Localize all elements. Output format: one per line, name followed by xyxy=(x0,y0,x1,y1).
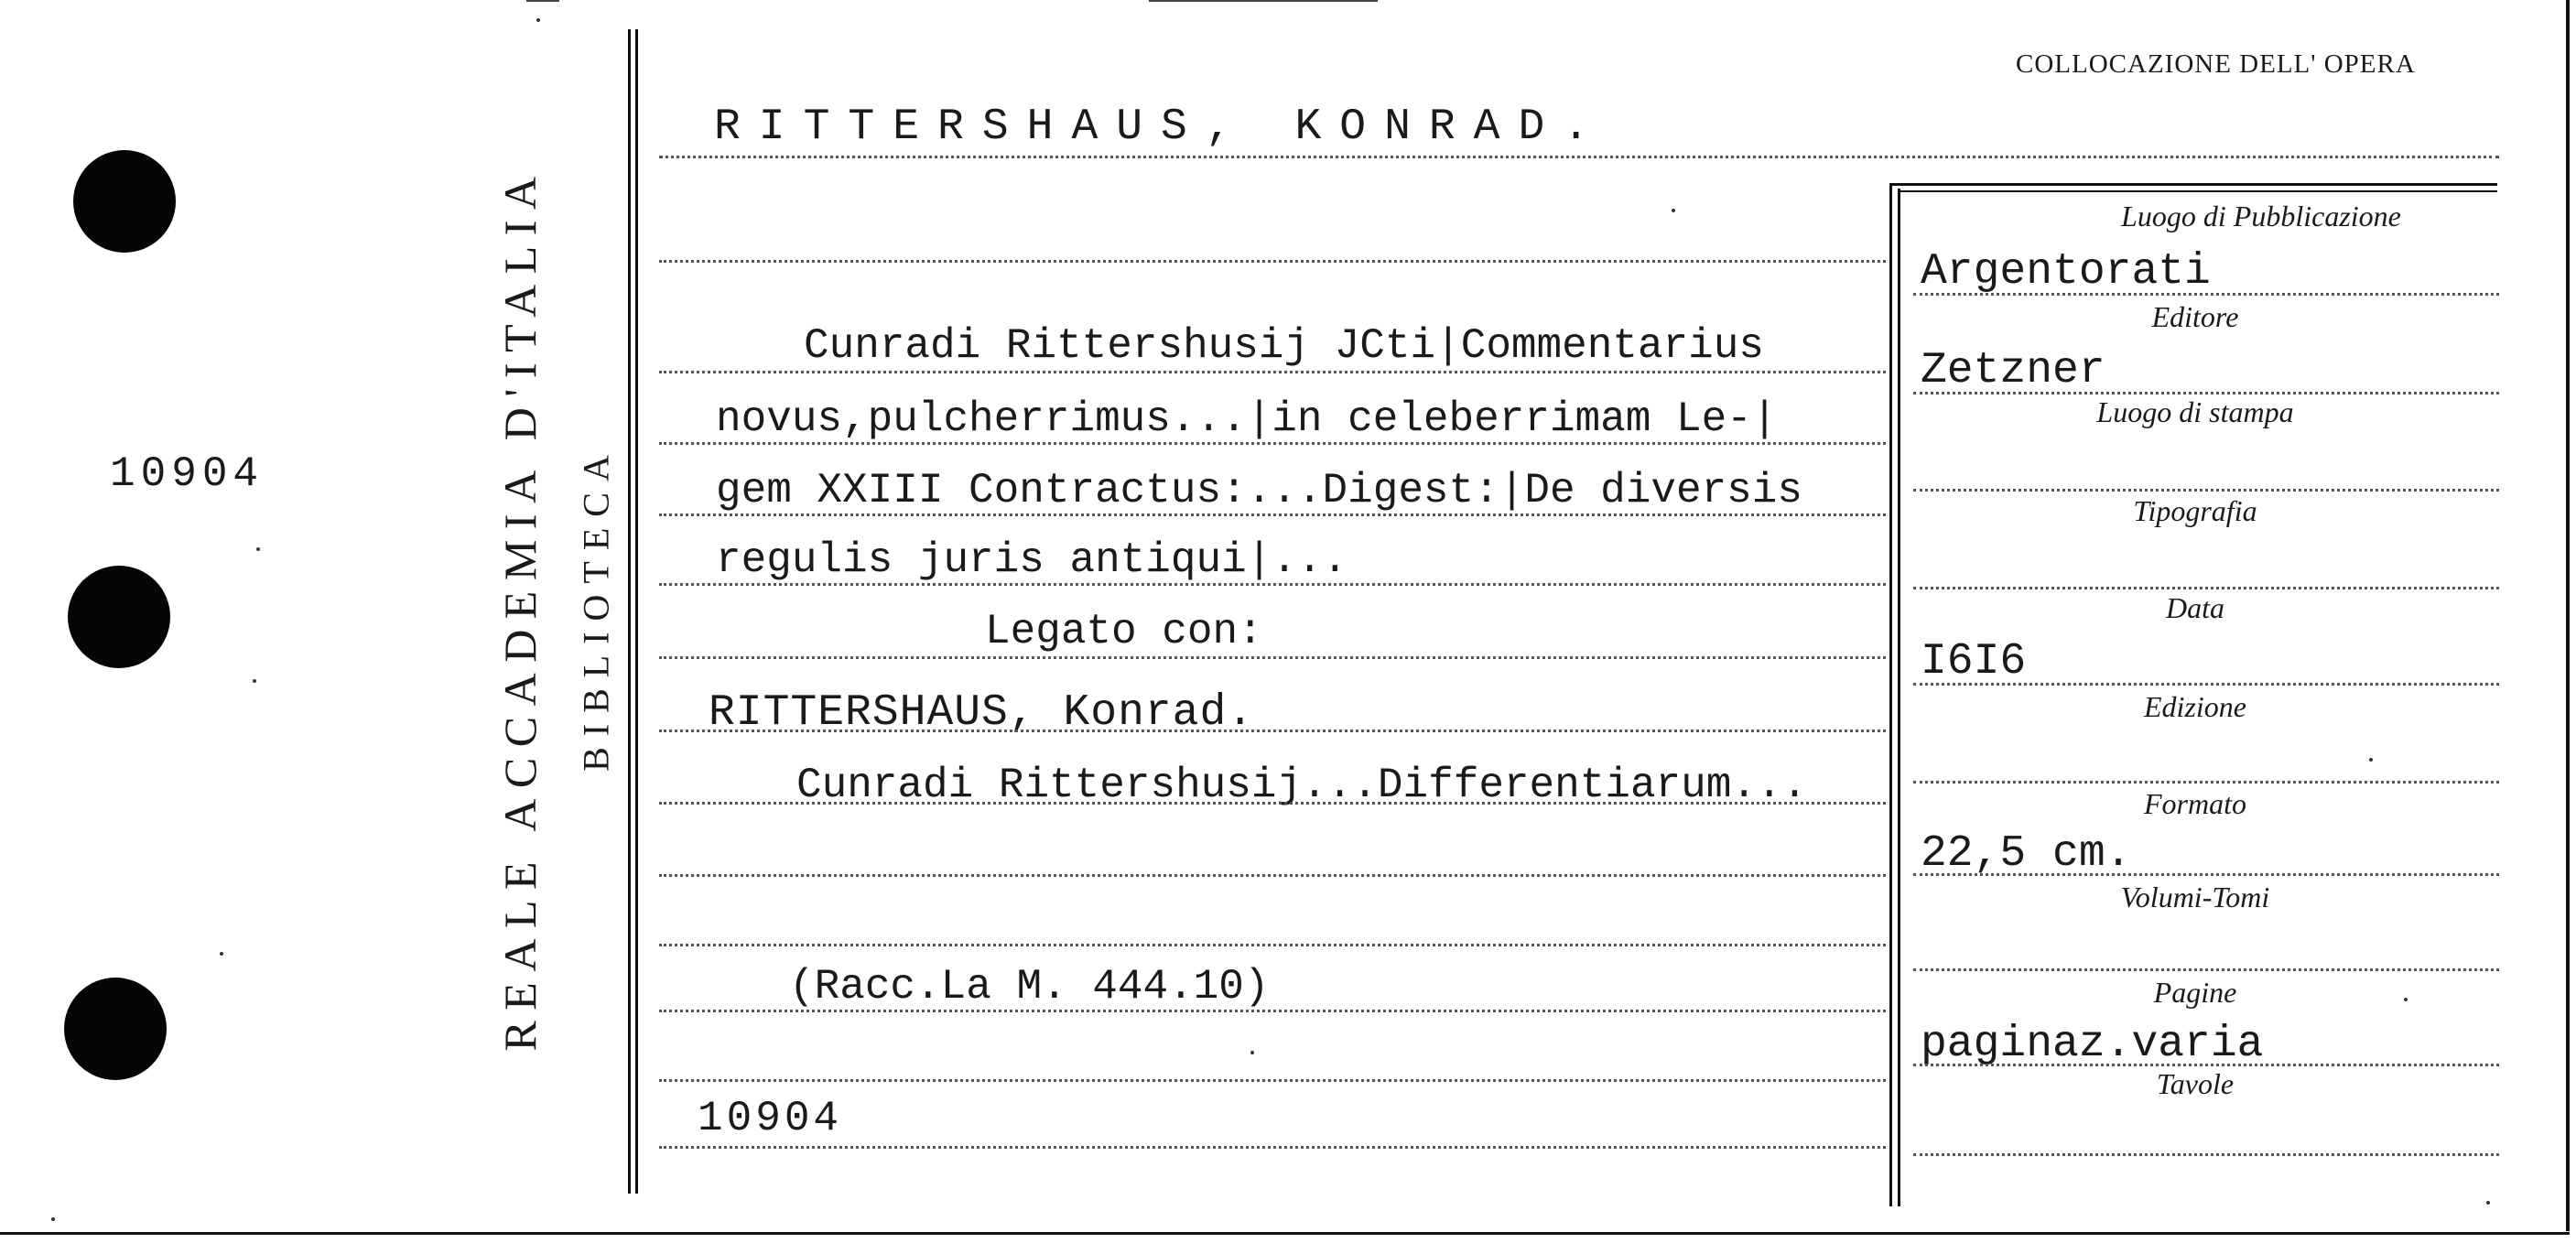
paper-speck xyxy=(2404,998,2408,1001)
paper-speck xyxy=(253,679,256,683)
title-line-2: novus,pulcherrimus...|in celeberrimam Le-| xyxy=(716,395,1778,443)
field-label-pagine: Pagine xyxy=(2153,976,2237,1009)
ruled-line xyxy=(659,442,1886,445)
ruled-line xyxy=(659,802,1886,805)
punch-hole-middle xyxy=(68,566,170,668)
field-label-data: Data xyxy=(2166,591,2224,624)
field-label-editore: Editore xyxy=(2151,300,2239,333)
field-value-formato: 22,5 cm. xyxy=(1921,829,2132,879)
punch-hole-bottom xyxy=(64,978,167,1080)
second-title: Cunradi Rittershusij...Differentiarum... xyxy=(796,762,1808,809)
paper-speck xyxy=(2486,1201,2490,1205)
card-edge-right xyxy=(2566,0,2570,1231)
field-line xyxy=(1913,1153,2499,1156)
field-column-rule-inner xyxy=(1898,189,1900,1206)
left-rule-outer xyxy=(628,29,631,1194)
field-line xyxy=(1913,489,2499,492)
ruled-line xyxy=(659,1079,1886,1082)
field-label-volumi-tomi: Volumi-Tomi xyxy=(2120,881,2270,913)
ruled-line xyxy=(659,260,1886,263)
left-rule-inner xyxy=(635,29,638,1194)
library-name: BIBLIOTECA xyxy=(575,444,617,772)
ruled-line xyxy=(659,656,1886,659)
paper-speck xyxy=(51,1217,55,1221)
ruled-line xyxy=(659,371,1886,373)
field-value-editore: Zetzner xyxy=(1921,346,2105,395)
collocazione-label: COLLOCAZIONE DELL' OPERA xyxy=(2016,49,2416,79)
field-line xyxy=(1913,1064,2499,1066)
top-edge-mark xyxy=(526,0,559,2)
field-line xyxy=(1913,392,2499,395)
paper-speck xyxy=(220,952,223,956)
ruled-line xyxy=(659,944,1886,946)
ruled-line xyxy=(659,874,1886,877)
paper-speck xyxy=(256,547,260,551)
collection-reference: (Racc.La M. 444.10) xyxy=(789,963,1270,1011)
field-line xyxy=(1913,293,2499,296)
author-heading: RITTERSHAUS, KONRAD. xyxy=(714,103,1608,152)
paper-speck xyxy=(1250,1051,1254,1054)
ruled-line xyxy=(659,1010,1886,1012)
field-column-top-rule xyxy=(1889,183,2497,186)
field-value-luogo-pubblicazione: Argentorati xyxy=(1921,247,2211,297)
field-label-luogo-pubblicazione: Luogo di Pubblicazione xyxy=(2121,200,2401,232)
ruled-line xyxy=(659,156,2499,158)
field-column-top-rule-inner xyxy=(1898,190,2497,192)
field-label-tipografia: Tipografia xyxy=(2133,494,2257,527)
ruled-line xyxy=(659,513,1886,516)
ruled-line xyxy=(659,730,1886,732)
field-line xyxy=(1913,873,2499,876)
field-line xyxy=(1913,587,2499,589)
institution-name: REALE ACCADEMIA D'ITALIA xyxy=(494,166,546,1052)
side-call-number: 10904 xyxy=(110,450,265,498)
field-value-pagine: paginaz.varia xyxy=(1921,1020,2264,1069)
field-label-edizione: Edizione xyxy=(2144,690,2246,723)
ruled-line xyxy=(659,1146,1886,1149)
field-value-data: I6I6 xyxy=(1921,637,2027,686)
field-label-tavole: Tavole xyxy=(2156,1067,2235,1100)
field-column-rule-outer xyxy=(1889,183,1892,1206)
field-line xyxy=(1913,683,2499,686)
paper-speck xyxy=(536,18,540,22)
punch-hole-top xyxy=(73,150,176,253)
paper-speck xyxy=(2369,758,2373,762)
title-line-3: gem XXIII Contractus:...Digest:|De diversis xyxy=(716,467,1802,514)
field-label-formato: Formato xyxy=(2144,787,2246,820)
field-line xyxy=(1913,781,2499,784)
title-line-1: Cunradi Rittershusij JCti|Commentarius xyxy=(804,322,1764,370)
field-line xyxy=(1913,968,2499,971)
title-line-4: regulis juris antiqui|... xyxy=(716,536,1348,584)
second-author: RITTERSHAUS, Konrad. xyxy=(709,688,1255,738)
ruled-line xyxy=(659,583,1886,586)
inventory-number: 10904 xyxy=(698,1095,843,1142)
paper-speck xyxy=(1672,209,1675,212)
card-edge-bottom xyxy=(0,1232,2570,1235)
top-edge-mark xyxy=(1149,0,1378,2)
bound-with-label: Legato con: xyxy=(985,608,1263,655)
field-label-luogo-stampa: Luogo di stampa xyxy=(2096,395,2294,428)
